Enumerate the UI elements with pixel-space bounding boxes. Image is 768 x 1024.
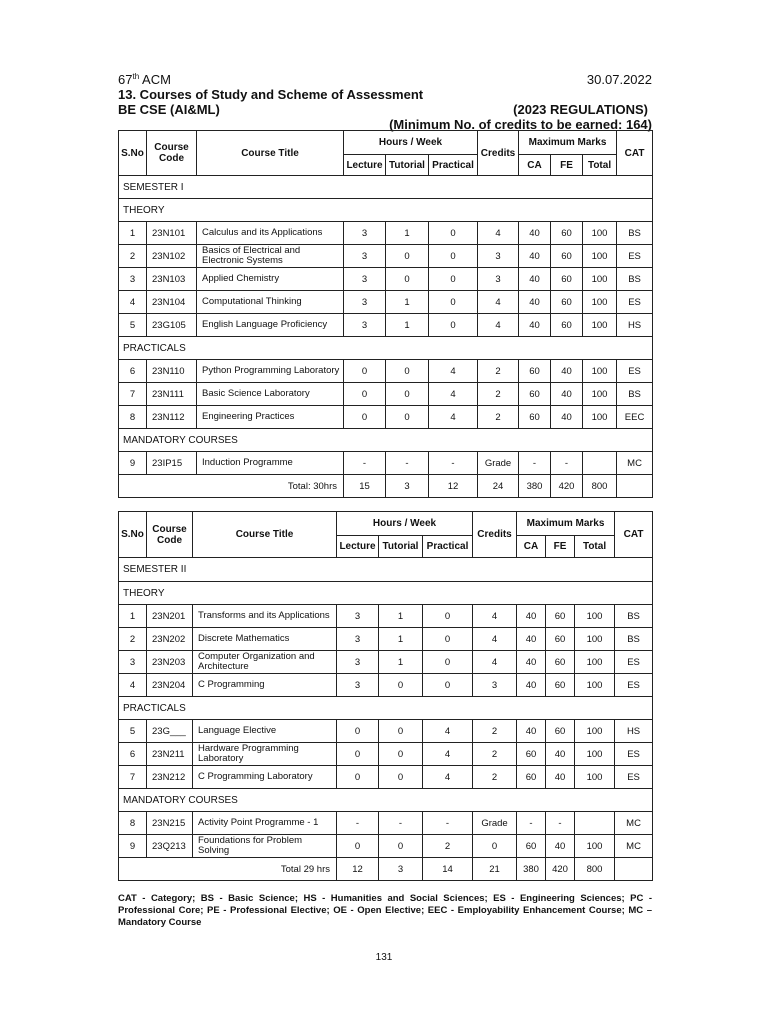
- ca-marks: 40: [517, 651, 546, 674]
- course-code: 23IP15: [147, 452, 197, 475]
- col-tutorial: Tutorial: [386, 155, 429, 176]
- total-label: Total 29 hrs: [119, 858, 337, 881]
- credits: 2: [473, 743, 517, 766]
- tutorial-hours: 1: [386, 291, 429, 314]
- ca-marks: 40: [519, 245, 551, 268]
- total-marks: 100: [575, 743, 615, 766]
- ca-marks: 60: [517, 766, 546, 789]
- category: MC: [615, 812, 653, 835]
- practical-hours: 0: [429, 268, 478, 291]
- practical-hours: 4: [423, 743, 473, 766]
- semester-2-table: [118, 511, 653, 881]
- credits: 2: [473, 766, 517, 789]
- total-marks: 100: [583, 268, 617, 291]
- lecture-hours: 3: [337, 628, 379, 651]
- tutorial-hours: 0: [386, 406, 429, 429]
- tutorial-hours: 0: [379, 720, 423, 743]
- fe-marks: 40: [551, 383, 583, 406]
- ca-marks: 40: [519, 314, 551, 337]
- course-code: 23G___: [147, 720, 193, 743]
- course-row: [119, 406, 653, 429]
- tutorial-hours: 0: [386, 268, 429, 291]
- total-row: [119, 475, 653, 498]
- ca-marks: 60: [519, 406, 551, 429]
- lecture-hours: 0: [337, 720, 379, 743]
- col-total: Total: [583, 155, 617, 176]
- course-code: 23N215: [147, 812, 193, 835]
- ca-marks: 40: [519, 291, 551, 314]
- col-ca: CA: [519, 155, 551, 176]
- fe-marks: 60: [551, 268, 583, 291]
- serial-number: 7: [119, 766, 147, 789]
- col-hours-week: Hours / Week: [337, 512, 473, 536]
- course-code: 23N110: [147, 360, 197, 383]
- course-code: 23N112: [147, 406, 197, 429]
- course-row: [119, 812, 653, 835]
- tutorial-hours: 1: [386, 222, 429, 245]
- total-marks: 100: [575, 674, 615, 697]
- course-code: 23N101: [147, 222, 197, 245]
- semester-label: SEMESTER I: [119, 176, 653, 199]
- col-course-code: Course Code: [147, 512, 193, 558]
- course-code: 23N212: [147, 766, 193, 789]
- course-code: 23N102: [147, 245, 197, 268]
- total-lecture: 15: [344, 475, 386, 498]
- total-practical: 12: [429, 475, 478, 498]
- course-row: [119, 674, 653, 697]
- practical-hours: 4: [429, 360, 478, 383]
- col-fe: FE: [546, 536, 575, 558]
- course-title: Activity Point Programme - 1: [193, 812, 337, 835]
- course-code: 23N204: [147, 674, 193, 697]
- course-row: [119, 605, 653, 628]
- course-code: 23Q213: [147, 835, 193, 858]
- total-marks: 100: [583, 406, 617, 429]
- meeting-label: 67th ACM: [118, 72, 171, 87]
- credits: 4: [478, 291, 519, 314]
- fe-marks: -: [551, 452, 583, 475]
- lecture-hours: 0: [337, 766, 379, 789]
- tutorial-hours: 1: [379, 605, 423, 628]
- section-title: 13. Courses of Study and Scheme of Assessment: [118, 87, 424, 102]
- course-code: 23N103: [147, 268, 197, 291]
- course-row: [119, 291, 653, 314]
- ca-marks: 60: [519, 360, 551, 383]
- course-title: Language Elective: [193, 720, 337, 743]
- col-course-code: Course Code: [147, 131, 197, 176]
- semester-label: SEMESTER II: [119, 558, 653, 582]
- practical-hours: 4: [429, 383, 478, 406]
- serial-number: 2: [119, 245, 147, 268]
- col-lecture: Lecture: [344, 155, 386, 176]
- mandatory-label: MANDATORY COURSES: [119, 429, 653, 452]
- lecture-hours: 3: [344, 222, 386, 245]
- lecture-hours: 3: [344, 245, 386, 268]
- course-title: Python Programming Laboratory: [197, 360, 344, 383]
- course-row: [119, 383, 653, 406]
- col-fe: FE: [551, 155, 583, 176]
- practical-hours: 4: [423, 766, 473, 789]
- serial-number: 9: [119, 835, 147, 858]
- total-cat: [617, 475, 653, 498]
- course-row: [119, 628, 653, 651]
- col-ca: CA: [517, 536, 546, 558]
- serial-number: 5: [119, 314, 147, 337]
- course-row: [119, 245, 653, 268]
- tutorial-hours: 0: [386, 383, 429, 406]
- lecture-hours: 0: [337, 835, 379, 858]
- total-marks: 800: [583, 475, 617, 498]
- total-ca: 380: [519, 475, 551, 498]
- course-title: Induction Programme: [197, 452, 344, 475]
- course-title: Computer Organization and Architecture: [193, 651, 337, 674]
- serial-number: 6: [119, 360, 147, 383]
- credits: 2: [478, 406, 519, 429]
- lecture-hours: 0: [344, 406, 386, 429]
- serial-number: 5: [119, 720, 147, 743]
- course-row: [119, 743, 653, 766]
- course-title: C Programming: [193, 674, 337, 697]
- course-code: 23N203: [147, 651, 193, 674]
- fe-marks: 60: [551, 314, 583, 337]
- lecture-hours: 0: [344, 383, 386, 406]
- tutorial-hours: 0: [379, 835, 423, 858]
- course-row: [119, 360, 653, 383]
- fe-marks: 60: [551, 245, 583, 268]
- tutorial-hours: 0: [379, 766, 423, 789]
- col-practical: Practical: [429, 155, 478, 176]
- category: ES: [615, 674, 653, 697]
- ca-marks: 60: [517, 835, 546, 858]
- total-marks: 100: [575, 835, 615, 858]
- ca-marks: 40: [519, 268, 551, 291]
- col-cat: CAT: [617, 131, 653, 176]
- practicals-label: PRACTICALS: [119, 337, 653, 360]
- category: ES: [615, 651, 653, 674]
- total-marks: 100: [575, 628, 615, 651]
- credits: 3: [478, 245, 519, 268]
- practical-hours: 0: [429, 291, 478, 314]
- total-marks: 100: [583, 383, 617, 406]
- fe-marks: 60: [546, 628, 575, 651]
- tutorial-hours: 1: [386, 314, 429, 337]
- practical-hours: 0: [423, 651, 473, 674]
- ca-marks: 60: [517, 743, 546, 766]
- meeting-date: 30.07.2022: [586, 72, 652, 87]
- category: BS: [617, 383, 653, 406]
- practical-hours: 0: [423, 605, 473, 628]
- fe-marks: 60: [546, 605, 575, 628]
- category: HS: [615, 720, 653, 743]
- course-row: [119, 268, 653, 291]
- course-title: Applied Chemistry: [197, 268, 344, 291]
- serial-number: 3: [119, 651, 147, 674]
- total-marks: 100: [583, 291, 617, 314]
- total-ca: 380: [517, 858, 546, 881]
- program-name: BE CSE (AI&ML): [118, 102, 220, 117]
- lecture-hours: -: [344, 452, 386, 475]
- serial-number: 3: [119, 268, 147, 291]
- category: ES: [617, 291, 653, 314]
- total-marks: 100: [583, 245, 617, 268]
- ca-marks: 40: [519, 222, 551, 245]
- credits: 4: [478, 314, 519, 337]
- semester-1-table: [118, 130, 653, 498]
- course-title: Hardware Programming Laboratory: [193, 743, 337, 766]
- fe-marks: 60: [551, 291, 583, 314]
- ca-marks: 40: [517, 720, 546, 743]
- practical-hours: -: [423, 812, 473, 835]
- total-marks: 100: [583, 222, 617, 245]
- col-hours-week: Hours / Week: [344, 131, 478, 155]
- mandatory-label: MANDATORY COURSES: [119, 789, 653, 812]
- serial-number: 8: [119, 812, 147, 835]
- col-cat: CAT: [615, 512, 653, 558]
- total-marks: 100: [583, 314, 617, 337]
- total-label: Total: 30hrs: [119, 475, 344, 498]
- credits: 2: [478, 383, 519, 406]
- category: BS: [617, 268, 653, 291]
- fe-marks: 40: [551, 360, 583, 383]
- course-title: Computational Thinking: [197, 291, 344, 314]
- category: HS: [617, 314, 653, 337]
- fe-marks: 40: [551, 406, 583, 429]
- total-credits: 24: [478, 475, 519, 498]
- practical-hours: 0: [429, 222, 478, 245]
- total-marks: [575, 812, 615, 835]
- serial-number: 4: [119, 674, 147, 697]
- practical-hours: 0: [429, 314, 478, 337]
- course-row: [119, 222, 653, 245]
- course-code: 23G105: [147, 314, 197, 337]
- fe-marks: 60: [551, 222, 583, 245]
- serial-number: 8: [119, 406, 147, 429]
- lecture-hours: 3: [337, 605, 379, 628]
- col-sno: S.No: [119, 512, 147, 558]
- total-credits: 21: [473, 858, 517, 881]
- category: ES: [615, 766, 653, 789]
- course-title: Engineering Practices: [197, 406, 344, 429]
- course-row: [119, 720, 653, 743]
- practical-hours: 0: [423, 628, 473, 651]
- credits: 4: [473, 628, 517, 651]
- course-title: English Language Proficiency: [197, 314, 344, 337]
- credits: 4: [473, 605, 517, 628]
- serial-number: 1: [119, 605, 147, 628]
- ca-marks: 40: [517, 674, 546, 697]
- practical-hours: 0: [423, 674, 473, 697]
- course-row: [119, 651, 653, 674]
- course-code: 23N104: [147, 291, 197, 314]
- category: BS: [615, 605, 653, 628]
- serial-number: 2: [119, 628, 147, 651]
- credits: 2: [473, 720, 517, 743]
- category: ES: [615, 743, 653, 766]
- practical-hours: 4: [423, 720, 473, 743]
- course-row: [119, 452, 653, 475]
- lecture-hours: 3: [337, 651, 379, 674]
- total-marks: [583, 452, 617, 475]
- col-course-title: Course Title: [193, 512, 337, 558]
- course-code: 23N202: [147, 628, 193, 651]
- col-max-marks: Maximum Marks: [519, 131, 617, 155]
- course-title: Calculus and its Applications: [197, 222, 344, 245]
- lecture-hours: 3: [344, 268, 386, 291]
- fe-marks: 60: [546, 651, 575, 674]
- total-marks: 800: [575, 858, 615, 881]
- col-course-title: Course Title: [197, 131, 344, 176]
- lecture-hours: 0: [337, 743, 379, 766]
- lecture-hours: 0: [344, 360, 386, 383]
- category-legend: CAT - Category; BS - Basic Science; HS - Humanities and Social Sciences; ES - Engineering Sciences; PC - Professional Core; PE - Professional Elective; OE - Open Elective; EEC - Employability Enhancement Course; MC – Mandatory Course: [118, 893, 652, 928]
- category: MC: [617, 452, 653, 475]
- tutorial-hours: 1: [379, 651, 423, 674]
- total-row: [119, 858, 653, 881]
- col-practical: Practical: [423, 536, 473, 558]
- total-marks: 100: [575, 720, 615, 743]
- total-fe: 420: [551, 475, 583, 498]
- category: BS: [615, 628, 653, 651]
- course-row: [119, 314, 653, 337]
- lecture-hours: 3: [344, 291, 386, 314]
- tutorial-hours: 0: [379, 674, 423, 697]
- course-row: [119, 835, 653, 858]
- tutorial-hours: 0: [386, 360, 429, 383]
- serial-number: 4: [119, 291, 147, 314]
- credits: 2: [478, 360, 519, 383]
- ca-marks: 40: [517, 605, 546, 628]
- course-code: 23N201: [147, 605, 193, 628]
- col-max-marks: Maximum Marks: [517, 512, 615, 536]
- tutorial-hours: -: [386, 452, 429, 475]
- course-row: [119, 766, 653, 789]
- total-marks: 100: [575, 651, 615, 674]
- category: BS: [617, 222, 653, 245]
- total-practical: 14: [423, 858, 473, 881]
- credits: 3: [478, 268, 519, 291]
- serial-number: 9: [119, 452, 147, 475]
- col-credits: Credits: [478, 131, 519, 176]
- total-cat: [615, 858, 653, 881]
- lecture-hours: -: [337, 812, 379, 835]
- fe-marks: 40: [546, 743, 575, 766]
- col-sno: S.No: [119, 131, 147, 176]
- ca-marks: -: [517, 812, 546, 835]
- serial-number: 1: [119, 222, 147, 245]
- course-title: Discrete Mathematics: [193, 628, 337, 651]
- ca-marks: -: [519, 452, 551, 475]
- course-code: 23N211: [147, 743, 193, 766]
- category: MC: [615, 835, 653, 858]
- practical-hours: 2: [423, 835, 473, 858]
- course-title: Basic Science Laboratory: [197, 383, 344, 406]
- ca-marks: 60: [519, 383, 551, 406]
- practical-hours: 4: [429, 406, 478, 429]
- practicals-label: PRACTICALS: [119, 697, 653, 720]
- theory-label: THEORY: [119, 199, 653, 222]
- page-number: 131: [375, 952, 393, 963]
- category: ES: [617, 360, 653, 383]
- credits: 4: [478, 222, 519, 245]
- fe-marks: 60: [546, 720, 575, 743]
- tutorial-hours: 0: [386, 245, 429, 268]
- total-marks: 100: [583, 360, 617, 383]
- document-header: [118, 72, 652, 132]
- course-title: Foundations for Problem Solving: [193, 835, 337, 858]
- col-tutorial: Tutorial: [379, 536, 423, 558]
- course-title: C Programming Laboratory: [193, 766, 337, 789]
- lecture-hours: 3: [337, 674, 379, 697]
- col-credits: Credits: [473, 512, 517, 558]
- course-title: Basics of Electrical and Electronic Systems: [197, 245, 344, 268]
- credits: 4: [473, 651, 517, 674]
- total-marks: 100: [575, 766, 615, 789]
- tutorial-hours: -: [379, 812, 423, 835]
- min-credits-note: (Minimum No. of credits to be earned: 164): [389, 117, 652, 132]
- course-title: Transforms and its Applications: [193, 605, 337, 628]
- ca-marks: 40: [517, 628, 546, 651]
- total-fe: 420: [546, 858, 575, 881]
- total-tutorial: 3: [386, 475, 429, 498]
- fe-marks: 40: [546, 835, 575, 858]
- credits: 0: [473, 835, 517, 858]
- tutorial-hours: 0: [379, 743, 423, 766]
- practical-hours: 0: [429, 245, 478, 268]
- category: ES: [617, 245, 653, 268]
- total-tutorial: 3: [379, 858, 423, 881]
- total-lecture: 12: [337, 858, 379, 881]
- practical-hours: -: [429, 452, 478, 475]
- col-total: Total: [575, 536, 615, 558]
- serial-number: 6: [119, 743, 147, 766]
- regulation-label: (2023 REGULATIONS): [513, 102, 648, 117]
- credits: Grade: [478, 452, 519, 475]
- serial-number: 7: [119, 383, 147, 406]
- category: EEC: [617, 406, 653, 429]
- fe-marks: 60: [546, 674, 575, 697]
- fe-marks: -: [546, 812, 575, 835]
- theory-label: THEORY: [119, 582, 653, 605]
- tutorial-hours: 1: [379, 628, 423, 651]
- col-lecture: Lecture: [337, 536, 379, 558]
- lecture-hours: 3: [344, 314, 386, 337]
- fe-marks: 40: [546, 766, 575, 789]
- course-code: 23N111: [147, 383, 197, 406]
- total-marks: 100: [575, 605, 615, 628]
- credits: Grade: [473, 812, 517, 835]
- credits: 3: [473, 674, 517, 697]
